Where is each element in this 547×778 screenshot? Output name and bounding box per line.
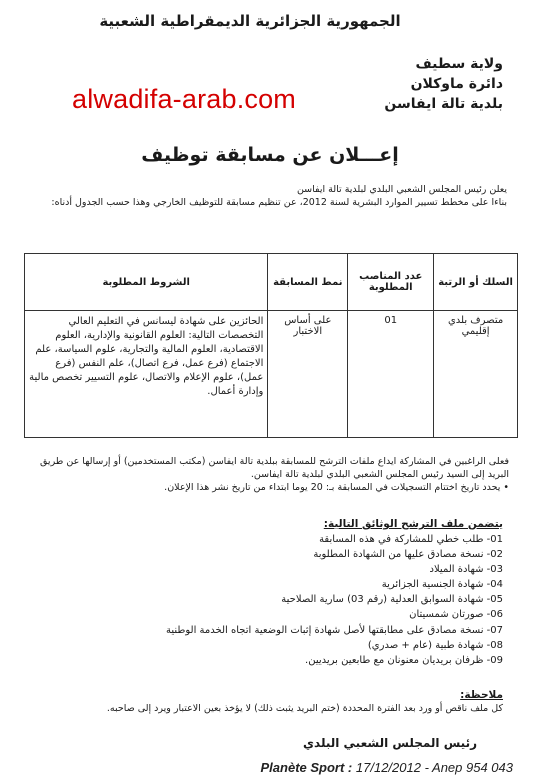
header-grade: السلك أو الرتبة [434,254,518,311]
site-watermark: alwadifa-arab.com [72,84,297,114]
administration-block [384,54,503,114]
list-item: 08- شهادة طبية (عام + صدري) [367,639,503,651]
positions-table [24,253,518,438]
files-list [123,532,503,668]
application-text: فعلى الراغبين في المشاركة ايداع ملفات الترشح للمسابقة ببلدية تالة ايفاسن (مكتب المستخدمين) أو إرسالها عن طريق البريد إلى السيد رئيس المجلس الشعبي البلدي لبلدية تالة ايفاسن. [40,456,509,480]
cell-count: 01 [348,311,434,438]
table-header-row [25,254,518,311]
table-row [25,311,518,438]
list-item: 02- نسخة مصادق عليها من الشهادة المطلوبة [313,549,503,561]
list-item: 09- ظرفان بريديان معنونان مع طابعين بريديين. [305,654,503,666]
cell-grade: متصرف بلدي إقليمي [434,311,518,438]
commune-name: بلدية تالة ايفاسن [384,96,503,112]
intro-line-1: يعلن رئيس المجلس الشعبي البلدي لبلدية تالة ايفاسن [296,184,507,195]
note-text: كل ملف ناقص أو ورد بعد الفترة المحددة (ختم البريد يثبت ذلك) لا يؤخذ بعين الاعتبار ويرد إلى صاحبه. [106,703,503,714]
publication-footer [261,760,513,775]
announcement-intro [37,183,507,209]
application-instructions [29,455,509,494]
list-item: 03- شهادة الميلاد [429,564,503,576]
list-item: 06- صورتان شمسيتان [409,609,503,621]
list-item: 01- طلب خطي للمشاركة في هذه المسابقة [319,534,503,545]
footer-date-ref: 17/12/2012 - Anep 954 043 [355,760,513,775]
cell-mode: على أساس الاختبار [268,311,348,438]
files-title: يتضمن ملف الترشح الوثائق التالية: [323,518,503,530]
header-mode: نمط المسابقة [268,254,348,311]
signature: رئيس المجلس الشعبي البلدي [303,736,477,750]
list-item: 07- نسخة مصادق على مطابقتها لأصل شهادة إثبات الوضعية اتجاه الخدمة الوطنية [166,624,503,636]
header-conditions: الشروط المطلوبة [25,254,268,311]
announcement-title: إعـــلان عن مسابقة توظيف [141,144,399,166]
cell-conditions: الحائزين على شهادة ليسانس في التعليم العالي التخصصات التالية: العلوم القانونية والإدارية، العلوم الاقتصادية، العلوم المالية والتجارية، علوم السياسة، علم الاجتماع (فرع عمل، فرع اتصال)، علم النفس (فرع عمل)، علوم الإعلام والاتصال، علوم التسيير تخصص مالية وإدارة أعمال. [25,311,268,438]
republic-header: الجمهورية الجزائرية الديمقراطية الشعبية [99,12,401,30]
note-title: ملاحظة: [460,689,503,701]
intro-line-2: بناءا على مخطط تسيير الموارد البشرية لسنة 2012، عن تنظيم مسابقة للتوظيف الخارجي وهذا حسب الجدول أدناه: [51,197,507,208]
footer-source: Planète Sport : [260,760,353,775]
daira-name: دائرة ماوكلان [410,76,503,92]
header-count: عدد المناصب المطلوبة [348,254,434,311]
list-item: 05- شهادة السوابق العدلية (رقم 03) سارية الصلاحية [281,594,503,606]
deadline-text: • يحدد تاريخ اختتام التسجيلات في المسابقة بـ: 20 يوما ابتداء من تاريخ نشر هذا الإعلان. [164,482,509,493]
list-item: 04- شهادة الجنسية الجزائرية [381,579,503,591]
wilaya-name: ولاية سطيف [415,56,503,72]
